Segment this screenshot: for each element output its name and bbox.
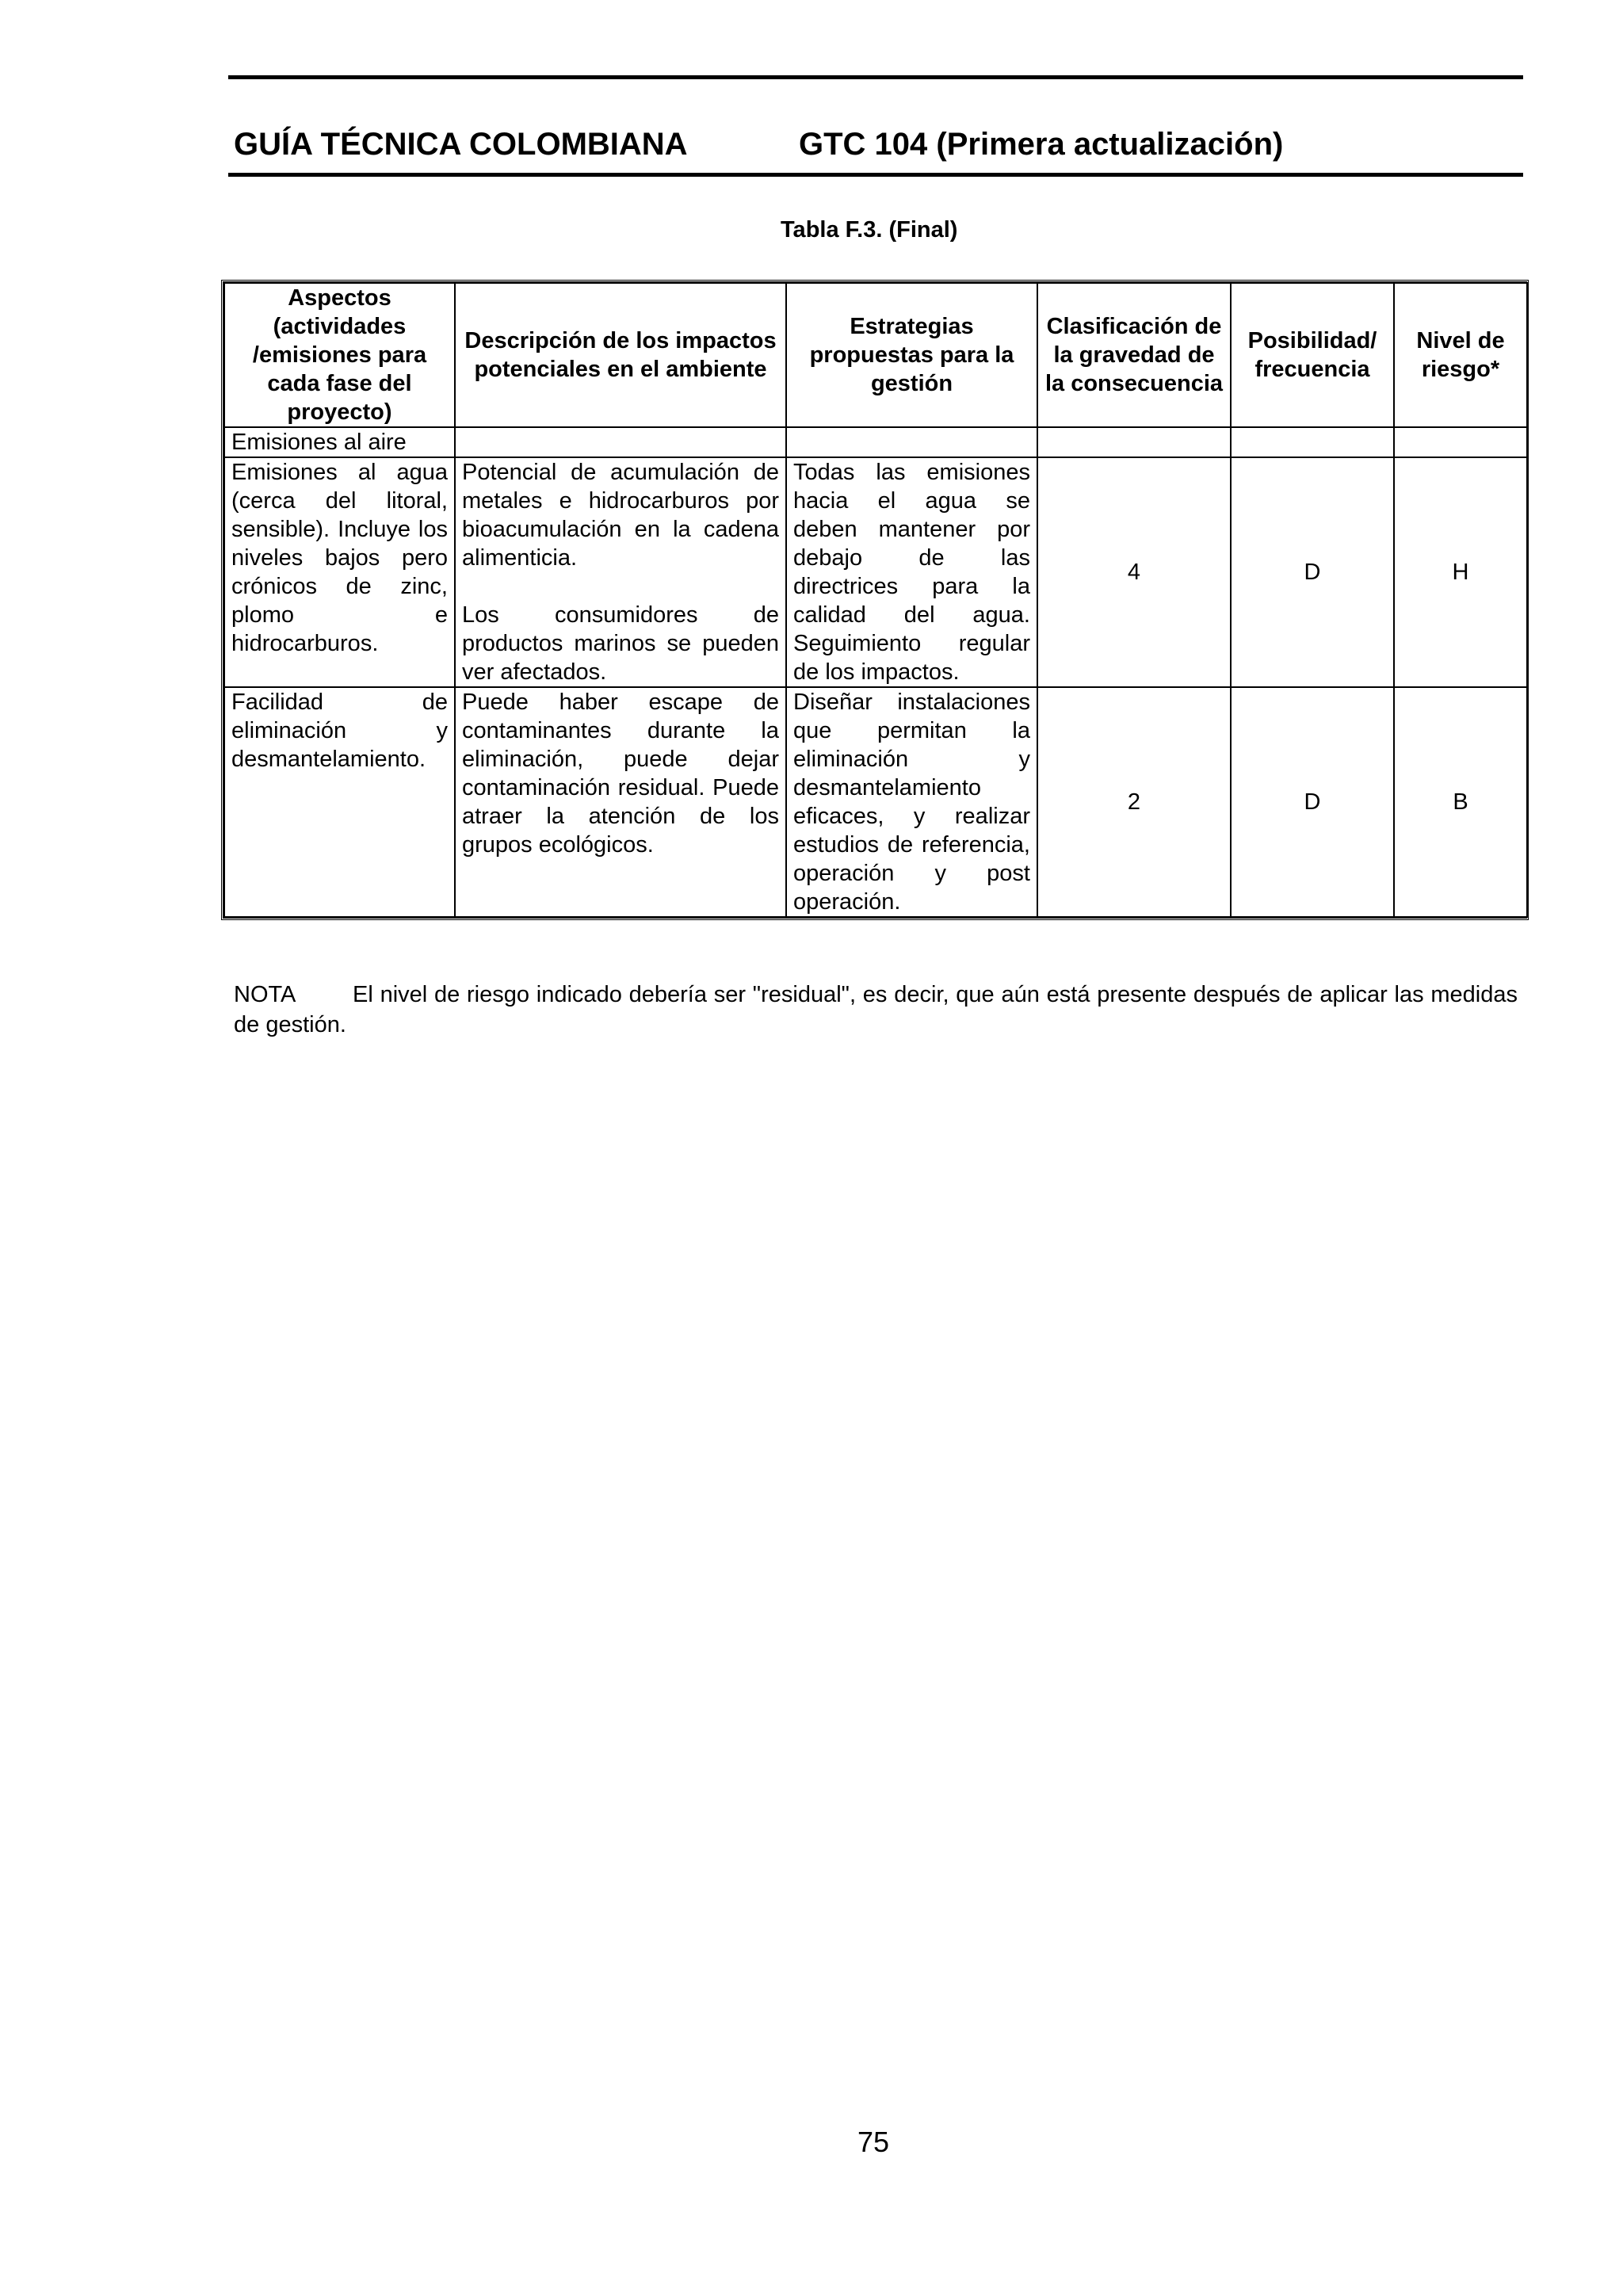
header-aspects: Aspectos (actividades /emisiones para cada fase del proyecto)	[224, 283, 455, 427]
note-label: NOTA	[234, 982, 296, 1007]
table-caption: Tabla F.3. (Final)	[781, 217, 958, 243]
risk-table-frame	[221, 280, 1529, 920]
severity-cell: 4	[1037, 457, 1231, 687]
risk-cell	[1394, 427, 1527, 457]
description-cell: Puede haber escape de contaminantes durante la eliminación, puede dejar contaminación residual. Puede atraer la atención de los grupos ecológicos.	[455, 687, 786, 917]
table-row	[224, 457, 1527, 687]
likelihood-cell: D	[1231, 457, 1394, 687]
top-rule	[228, 75, 1523, 79]
likelihood-cell: D	[1231, 687, 1394, 917]
header-strategies: Estrategias propuestas para la gestión	[786, 283, 1037, 427]
table-note	[234, 980, 1518, 1040]
table-row	[224, 427, 1527, 457]
strategies-cell: Diseñar instalaciones que permitan la eliminación y desmantelamiento eficaces, y realizar estudios de referencia, operación y post operación.	[786, 687, 1037, 917]
header-severity: Clasificación de la gravedad de la consecuencia	[1037, 283, 1231, 427]
severity-cell: 2	[1037, 687, 1231, 917]
note-text: El nivel de riesgo indicado debería ser "residual", es decir, que aún está presente después de aplicar las medidas de gestión.	[234, 982, 1518, 1037]
header-impact-description: Descripción de los impactos potenciales en el ambiente	[455, 283, 786, 427]
header-likelihood: Posibilidad/ frecuencia	[1231, 283, 1394, 427]
strategies-cell	[786, 427, 1037, 457]
severity-cell	[1037, 427, 1231, 457]
description-paragraph: Los consumidores de productos marinos se pueden ver afectados.	[462, 602, 779, 685]
page-number: 75	[857, 2126, 890, 2158]
risk-table	[223, 282, 1528, 918]
document-series-title: GUÍA TÉCNICA COLOMBIANA	[234, 127, 688, 162]
likelihood-cell	[1231, 427, 1394, 457]
risk-cell: H	[1394, 457, 1527, 687]
risk-cell: B	[1394, 687, 1527, 917]
strategies-cell: Todas las emisiones hacia el agua se deben mantener por debajo de las directrices para la calidad del agua. Seguimiento regular de los impactos.	[786, 457, 1037, 687]
description-cell	[455, 427, 786, 457]
header-risk-level: Nivel de riesgo*	[1394, 283, 1527, 427]
aspect-cell: Emisiones al agua (cerca del litoral, sensible). Incluye los niveles bajos pero crónicos de zinc, plomo e hidrocarburos.	[224, 457, 455, 687]
document-code-title: GTC 104 (Primera actualización)	[799, 127, 1284, 162]
aspect-cell: Emisiones al aire	[224, 427, 455, 457]
paragraph-spacer	[462, 572, 779, 601]
description-cell	[455, 457, 786, 687]
table-header-row	[224, 283, 1527, 427]
aspect-cell: Facilidad de eliminación y desmantelamiento.	[224, 687, 455, 917]
header-rule	[228, 173, 1523, 177]
description-paragraph: Potencial de acumulación de metales e hidrocarburos por bioacumulación en la cadena alimenticia.	[462, 460, 779, 571]
table-row	[224, 687, 1527, 917]
